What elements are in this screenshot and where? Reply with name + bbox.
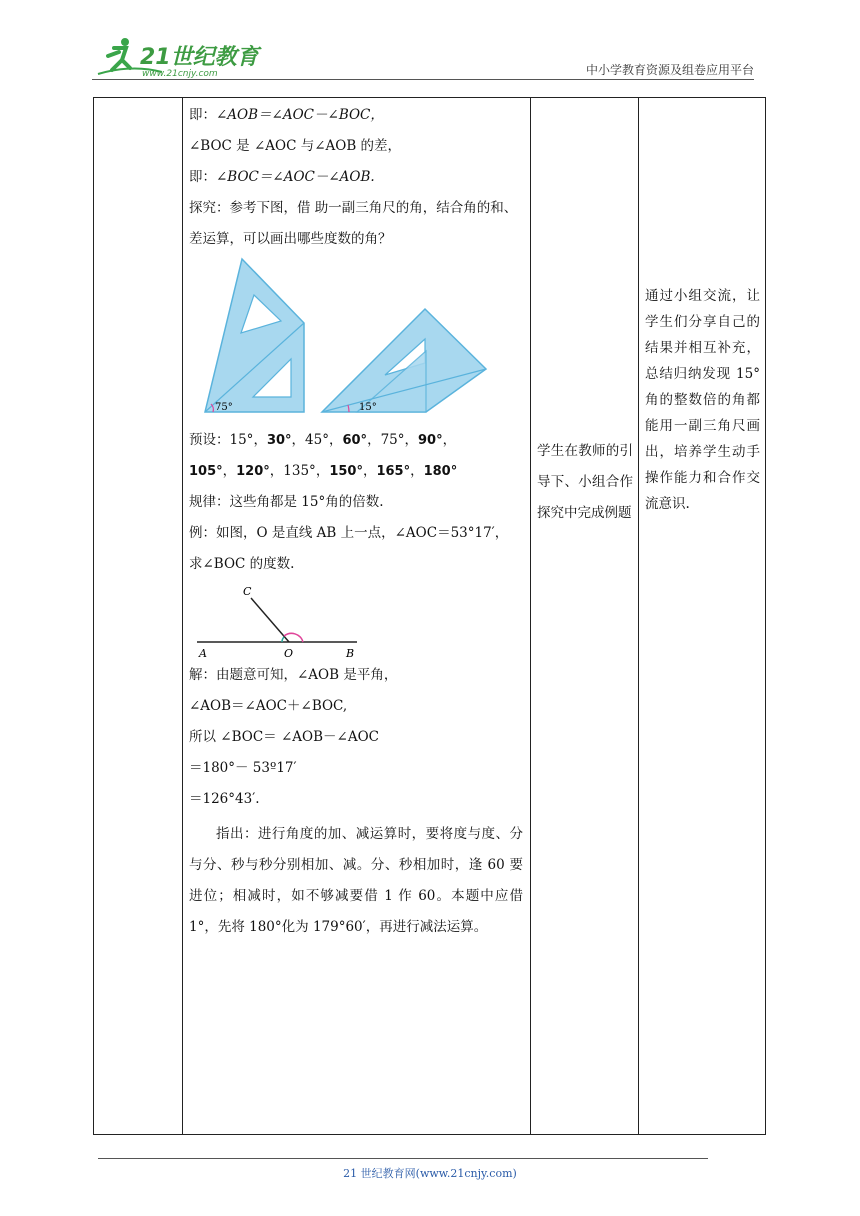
- line-2: ∠BOC 是 ∠AOC 与∠AOB 的差，: [189, 138, 402, 154]
- ray-oc: [251, 598, 289, 642]
- rule-line: 规律：这些角都是 15°角的倍数.: [189, 494, 384, 510]
- footer-divider: [98, 1158, 708, 1159]
- solution-line-2: ∠AOB＝∠AOC＋∠BOC,: [189, 698, 348, 714]
- student-activity: 学生在教师的引导下、小组合作探究中完成例题: [537, 443, 633, 521]
- logo-text: 21世纪教育: [140, 45, 259, 70]
- solution-line-1: 解：由题意可知，∠AOB 是平角，: [189, 667, 398, 683]
- header-divider: [92, 79, 754, 80]
- site-logo: [92, 34, 262, 80]
- example-line-2: 求∠BOC 的度数.: [189, 556, 295, 572]
- label-a: A: [199, 647, 207, 660]
- solution-line-3: 所以 ∠BOC＝ ∠AOB－∠AOC: [189, 729, 379, 745]
- column-divider-3: [638, 97, 639, 1135]
- set-squares-figure: [189, 255, 489, 425]
- label-b: B: [346, 647, 355, 660]
- line-1: 即：∠AOB＝∠AOC－∠BOC，: [189, 107, 384, 123]
- label-o: O: [284, 647, 294, 660]
- preset-row-2: 105°，120°，135°，150°，165°，180°: [189, 463, 458, 479]
- line-3: 即：∠BOC＝∠AOC－∠AOB.: [189, 169, 375, 185]
- angle-label-75: 75°: [215, 402, 233, 413]
- column-divider-1: [182, 97, 183, 1135]
- expr-3: ∠BOC＝∠AOC－∠AOB.: [216, 169, 375, 185]
- footer-text: 21 世纪教育网(www.21cnjy.com): [343, 1167, 517, 1180]
- logo-url: www.21cnjy.com: [142, 69, 218, 79]
- label-c: C: [243, 585, 252, 598]
- example-line-1: 例：如图，O 是直线 AB 上一点，∠AOC＝53°17′，: [189, 525, 509, 541]
- teaching-content: [189, 100, 523, 943]
- preset-row-1: 预设：15°，30°，45°，60°，75°，90°，: [189, 432, 457, 448]
- platform-title: 中小学教育资源及组卷应用平台: [585, 63, 754, 77]
- solution-line-4: ＝180°－ 53º17′: [189, 760, 297, 776]
- angle-diagram: [189, 580, 389, 660]
- column-divider-2: [530, 97, 531, 1135]
- teacher-note: 指出：进行角度的加、减运算时，要将度与度、分与分、秒与秒分别相加、减。分、秒相加时，逢 60 要进位；相减时，如不够减要借 1 作 60。本题中应借 1°，先将 180°化为 179°60′，再进行减法运算。: [189, 826, 523, 935]
- explore-question: 探究：参考下图，借 助一副三角尺的角，结合角的和、差运算，可以画出哪些度数的角？: [189, 200, 518, 247]
- expr-1: ∠AOB＝∠AOC－∠BOC，: [216, 107, 384, 123]
- angle-label-15: 15°: [359, 402, 377, 413]
- solution-line-5: ＝126°43′.: [189, 791, 260, 807]
- design-intent: 通过小组交流，让学生们分享自己的结果并相互补充，总结归纳发现 15°角的整数倍的角都能用一副三角尺画出，培养学生动手操作能力和合作交流意识.: [645, 288, 760, 512]
